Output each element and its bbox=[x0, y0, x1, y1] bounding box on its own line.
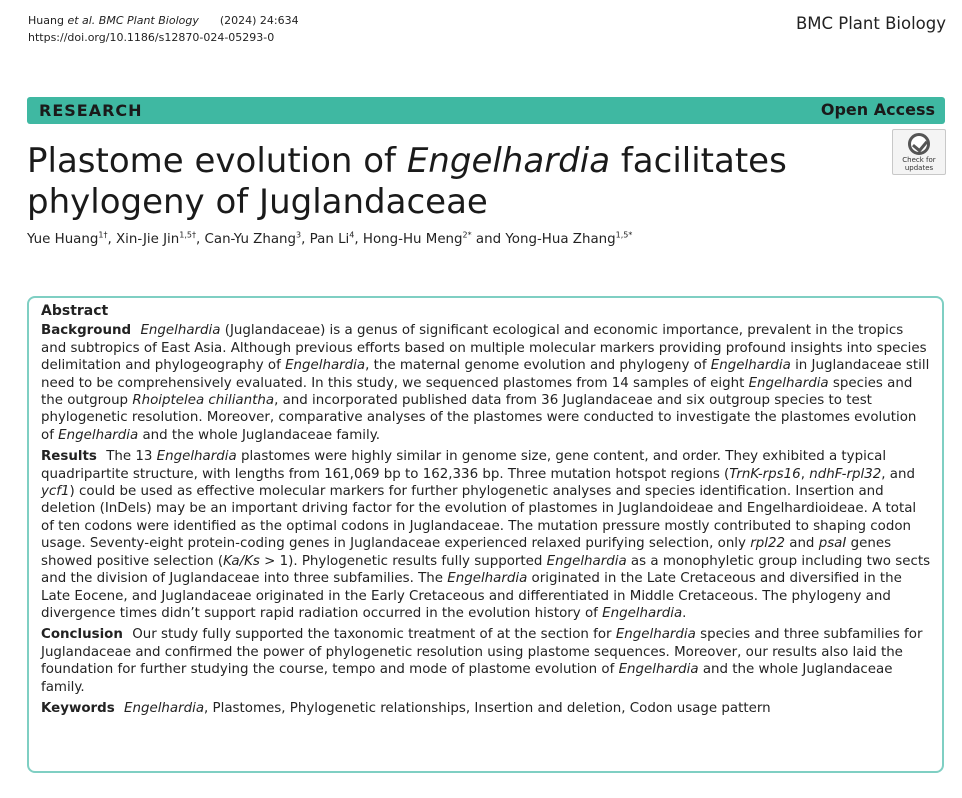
abstract-text: , bbox=[800, 466, 810, 482]
abstract-section-conclusion bbox=[41, 626, 931, 696]
author-separator: and bbox=[471, 232, 506, 247]
abstract-section-label: Keywords bbox=[41, 700, 125, 716]
check-updates-icon bbox=[908, 133, 930, 155]
italic-term: Engelhardia bbox=[156, 449, 237, 465]
author-affiliation: 1† bbox=[98, 230, 108, 240]
author-separator: , bbox=[107, 232, 116, 247]
abstract-section-label: Conclusion bbox=[41, 627, 133, 643]
citation-line bbox=[28, 12, 299, 29]
abstract-text: plastomes were highly similar in genome size, gene content, and order. They exhibited a typical quadripartite structure, with lengths from 161,069 bp to 162,336 bp. Three mutation hotspot regions ( bbox=[41, 449, 887, 482]
abstract-section-results bbox=[41, 448, 931, 622]
abstract-text: , the maternal genome evolution and phylogeny of bbox=[365, 358, 711, 374]
italic-term: Engelhardia bbox=[546, 553, 627, 569]
author-name[interactable]: Hong-Hu Meng bbox=[362, 232, 463, 247]
italic-term: Engelhardia bbox=[748, 375, 829, 391]
article-title bbox=[27, 141, 887, 223]
abstract-text: , and bbox=[881, 466, 915, 482]
italic-term: Engelhardia bbox=[618, 662, 699, 678]
check-updates-line2: updates bbox=[904, 164, 934, 172]
italic-term: Rhoiptelea chiliantha bbox=[132, 393, 275, 409]
abstract-box bbox=[27, 296, 944, 773]
italic-term: Engelhardia bbox=[140, 323, 221, 339]
abstract-text: and the whole Juglandaceae family. bbox=[138, 427, 381, 443]
abstract-text: The 13 bbox=[106, 449, 157, 465]
author-name[interactable]: Pan Li bbox=[309, 232, 350, 247]
abstract-text: . bbox=[682, 605, 687, 621]
citation-year-volume: (2024) 24:634 bbox=[198, 14, 299, 27]
abstract-text: , and incorporated published data from 36 Juglandaceae and six outgroup species to test phylogenetic resolution. Moreover, comparative analyses of the plastomes were conducted to investigate the plastomes evolution of bbox=[41, 393, 917, 443]
abstract-content bbox=[41, 303, 931, 721]
journal-name: BMC Plant Biology bbox=[795, 14, 946, 33]
author-affiliation: 3 bbox=[296, 230, 302, 240]
doi-link[interactable]: https://doi.org/10.1186/s12870-024-05293-0 bbox=[28, 31, 275, 44]
citation-block bbox=[28, 12, 299, 46]
italic-term: Engelhardia bbox=[615, 627, 696, 643]
check-updates-line1: Check for bbox=[902, 156, 936, 164]
author-name[interactable]: Yue Huang bbox=[27, 232, 99, 247]
author-affiliation: 1,5* bbox=[615, 230, 633, 240]
citation-authors: Huang bbox=[28, 14, 68, 27]
abstract-heading: Abstract bbox=[41, 303, 109, 319]
italic-term: Engelhardia bbox=[58, 427, 139, 443]
abstract-text: (Juglandaceae) is a genus of significant ecological and economic importance, prevalent in the tropics and subtropics of East Asia. Although previous efforts based on multiple molecular markers providing profound insights into species delimitation and phylogeography of bbox=[41, 323, 927, 374]
citation-journal: et al. BMC Plant Biology bbox=[67, 14, 199, 27]
abstract-text: Our study fully supported the taxonomic treatment of at the section for bbox=[132, 627, 616, 643]
article-type-label: RESEARCH bbox=[39, 101, 143, 120]
title-part1: Plastome evolution of bbox=[27, 141, 407, 181]
abstract-text: and the whole Juglandaceae family. bbox=[41, 662, 893, 695]
italic-term: Engelhardia bbox=[602, 605, 683, 621]
italic-term: TrnK-rps16 bbox=[729, 466, 801, 482]
author-name[interactable]: Yong-Hua Zhang bbox=[505, 232, 616, 247]
abstract-text: species and the outgroup bbox=[41, 375, 913, 409]
italic-term: rpl22 bbox=[750, 536, 785, 552]
open-access-label: Open Access bbox=[820, 100, 935, 119]
italic-term: Engelhardia bbox=[124, 700, 205, 716]
abstract-section-background bbox=[41, 322, 931, 444]
italic-term: Engelhardia bbox=[710, 358, 791, 374]
italic-term: Ka/Ks bbox=[223, 553, 260, 569]
author-name[interactable]: Xin-Jie Jin bbox=[115, 232, 180, 247]
abstract-text: ) could be used as effective molecular markers for further phylogenetic analyses and species identification. Insertion and deletion (InDels) may be an important driving factor for the evolution of plastomes in Juglandoideae and Engelhardioideae. A total of ten codons were identified as the optimal codons in Juglandaceae. The mutation pressure mostly contributed to shaping codon usage. Seventy-eight protein-coding genes in Juglandaceae experienced relaxed purifying selection, only bbox=[41, 484, 917, 552]
author-affiliation: 2* bbox=[462, 230, 472, 240]
title-line2: phylogeny of Juglandaceae bbox=[27, 182, 488, 222]
author-separator: , bbox=[301, 232, 310, 247]
abstract-section-keywords bbox=[41, 700, 931, 717]
abstract-section-label: Background bbox=[41, 323, 141, 339]
abstract-text: species and three subfamilies for Juglandaceae and confirmed the power of phylogenetic resolution using plastome sequences. Moreover, our results also laid the foundation for further studying the course, tempo and mode of plastome evolution of bbox=[41, 627, 923, 678]
abstract-text: > 1). Phylogenetic results fully supported bbox=[259, 553, 547, 569]
author-separator: , bbox=[196, 232, 205, 247]
abstract-text: originated in the Late Cretaceous and diversified in the Late Eocene, and Juglandaceae originated in the Early Cretaceous and differentiated in Middle Cretaceous. The phylogeny and divergence times didn’t support rapid radiation occurred in the evolution history of bbox=[41, 571, 902, 621]
italic-term: ndhF-rpl32 bbox=[809, 466, 882, 482]
abstract-text: and bbox=[784, 536, 819, 552]
author-affiliation: 1,5† bbox=[179, 230, 196, 240]
abstract-text: , Plastomes, Phylogenetic relationships, Insertion and deletion, Codon usage pattern bbox=[204, 700, 771, 716]
italic-term: ycf1 bbox=[41, 484, 70, 500]
author-separator: , bbox=[354, 232, 363, 247]
title-part2: facilitates bbox=[610, 141, 787, 181]
italic-term: Engelhardia bbox=[285, 358, 366, 374]
italic-term: psaI bbox=[818, 536, 847, 552]
article-type-band bbox=[27, 97, 945, 124]
author-list bbox=[27, 232, 632, 247]
abstract-section-label: Results bbox=[41, 449, 107, 465]
title-italic-genus: Engelhardia bbox=[406, 141, 611, 181]
check-for-updates-badge[interactable] bbox=[892, 129, 946, 175]
author-affiliation: 4 bbox=[349, 230, 355, 240]
author-name[interactable]: Can-Yu Zhang bbox=[204, 232, 297, 247]
abstract-text: in Juglandaceae still need to be comprehensively evaluated. In this study, we sequenced plastomes from 14 samples of eight bbox=[41, 358, 930, 391]
italic-term: Engelhardia bbox=[447, 571, 528, 587]
abstract-text: genes showed positive selection ( bbox=[41, 536, 892, 569]
abstract-text: as a monophyletic group including two sects and the division of Juglandaceae into three subfamilies. The bbox=[41, 553, 931, 587]
